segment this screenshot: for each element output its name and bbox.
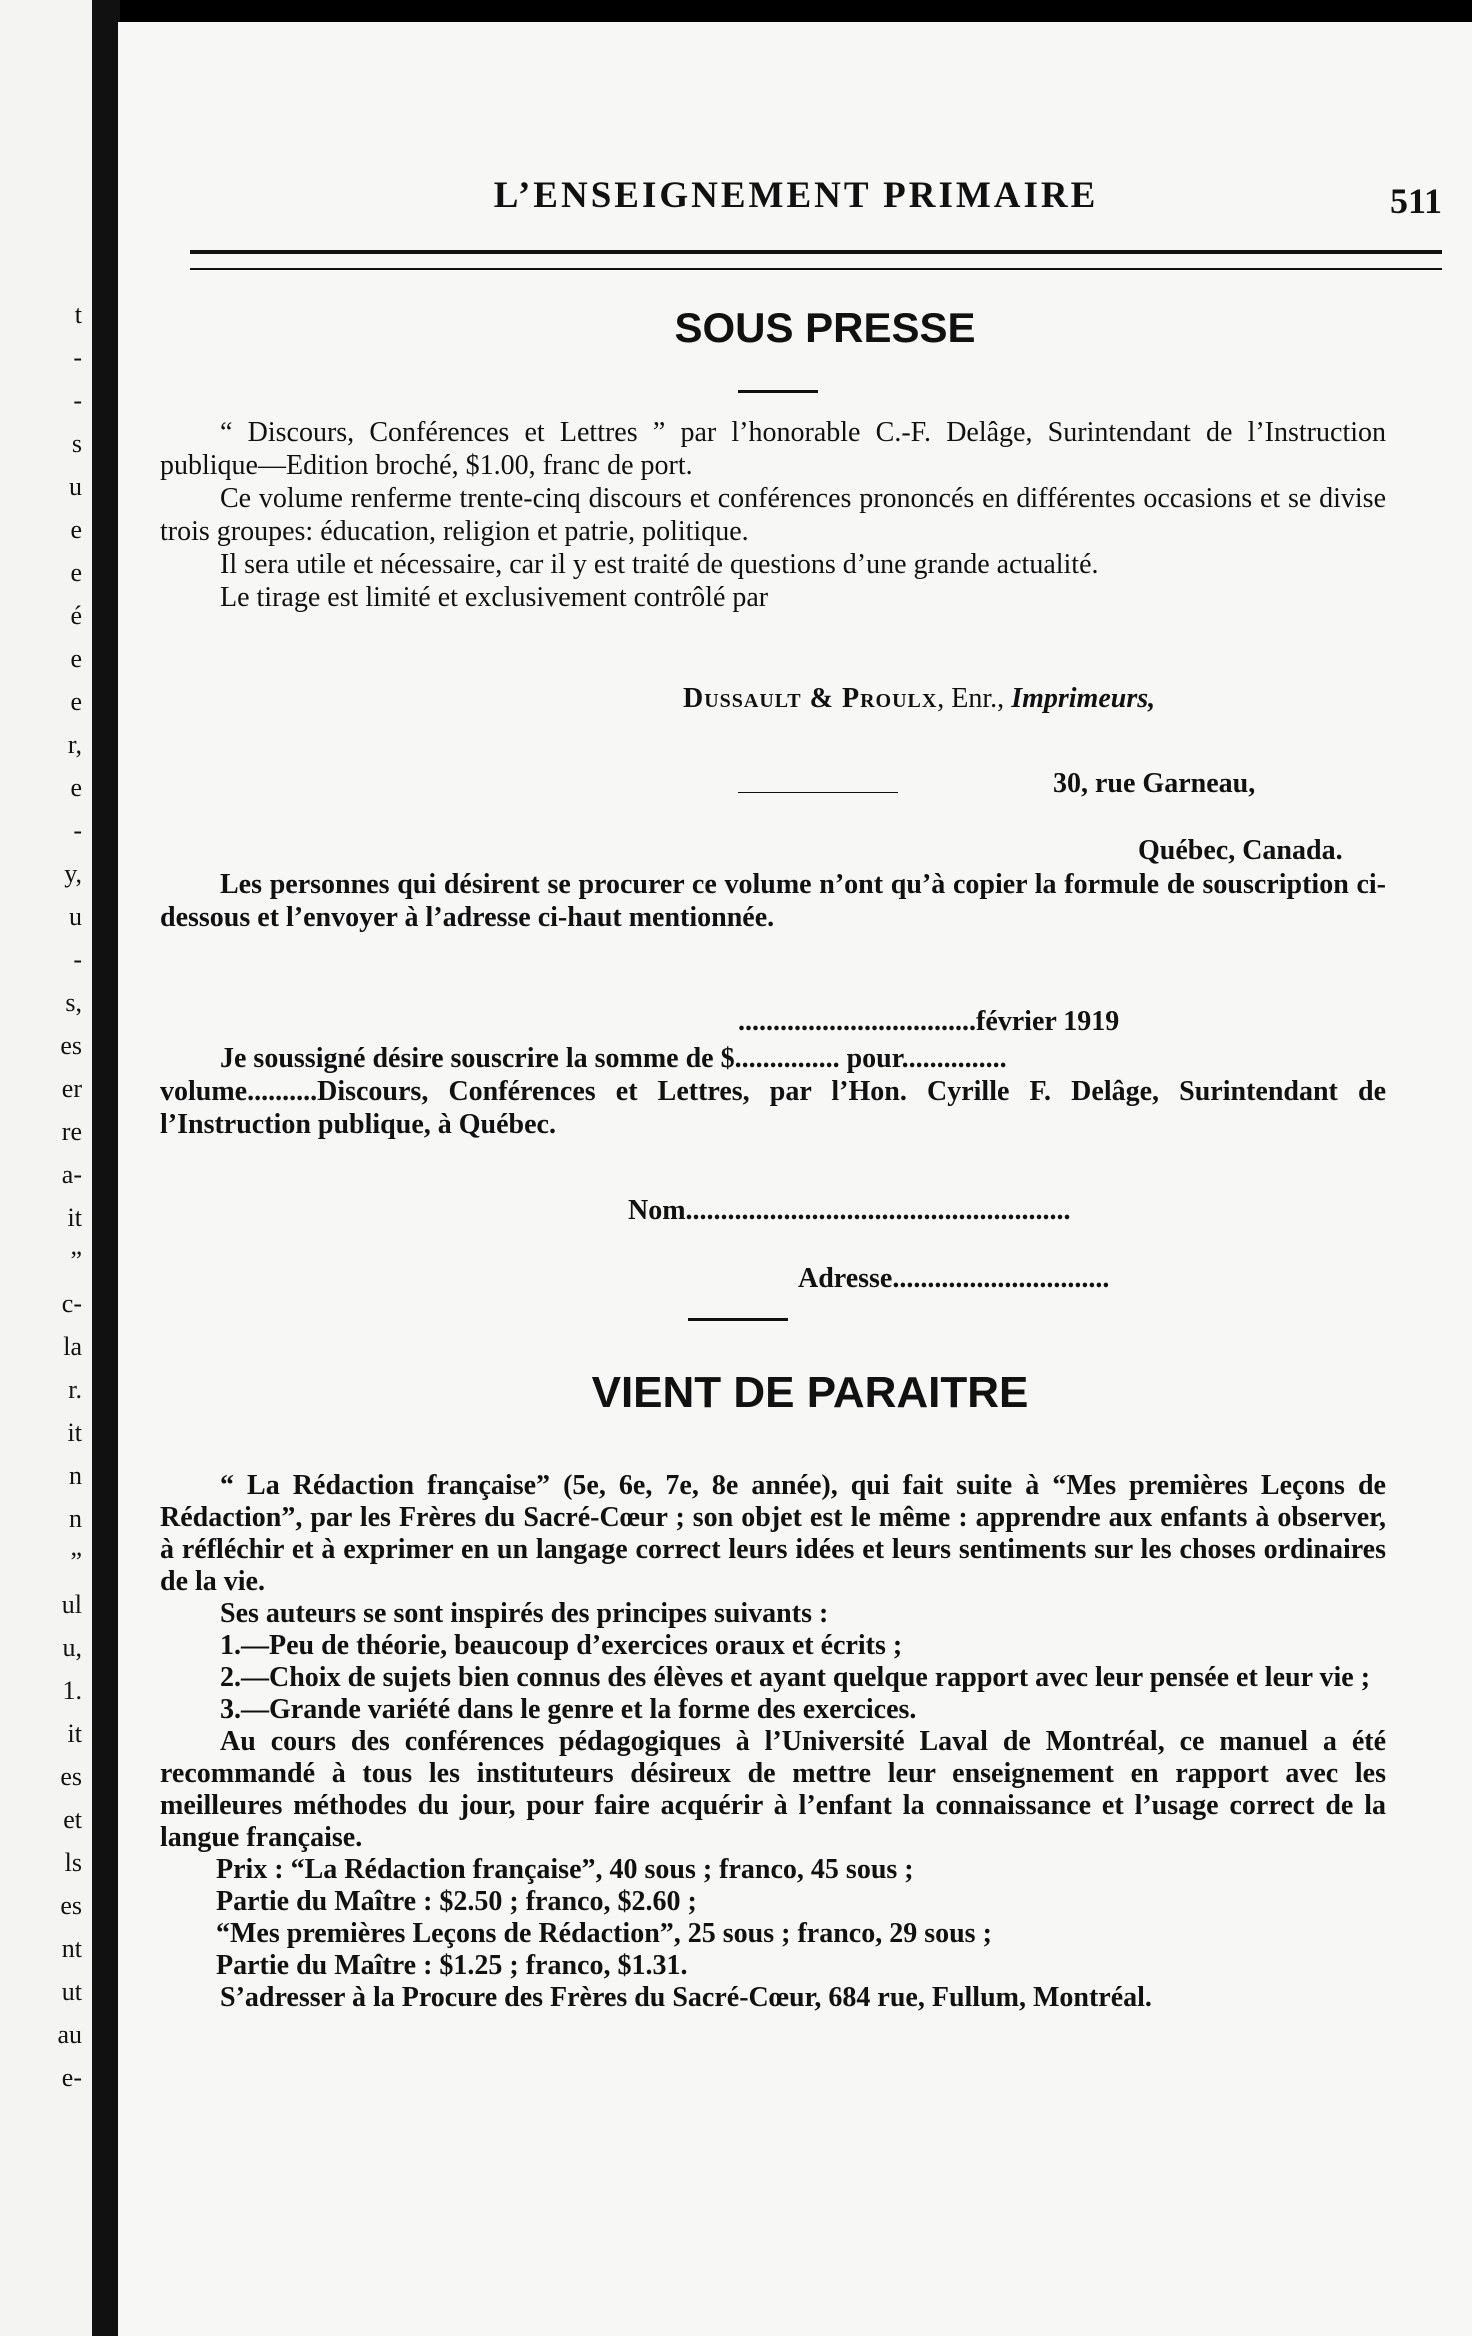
divider — [738, 792, 898, 793]
price-line: Partie du Maître : $2.50 ; franco, $2.60 ; — [216, 1886, 697, 1917]
publisher-suffix: , Enr., — [937, 683, 1012, 714]
adjacent-page-fragment: e — [70, 644, 82, 673]
principle-item: 3.—Grande variété dans le genre et la forme des exercices. — [220, 1694, 917, 1725]
adjacent-page-fragment: a- — [61, 1160, 82, 1189]
header-rule — [190, 250, 1442, 270]
section-heading-vient-de-paraitre: VIENT DE PARAITRE — [591, 1368, 1029, 1417]
adjacent-page-fragment: ut — [61, 1977, 82, 2006]
adjacent-page-fragment: es — [60, 1762, 82, 1791]
adjacent-page-fragment: r, — [67, 730, 82, 759]
address-field: Adresse............................... — [798, 1263, 1110, 1294]
adjacent-page-fragment: u, — [62, 1633, 82, 1662]
paragraph: Les personnes qui désirent se procurer ce volume n’ont qu’à copier la formule de souscription ci-dessous et l’envoyer à l’adresse ci-haut mentionnée. — [160, 869, 1386, 933]
adjacent-page-fragment: n — [69, 1461, 82, 1490]
form-date-field: ..................................février 1919 — [738, 1006, 1120, 1037]
paragraph: Ce volume renferme trente-cinq discours et conférences prononcés en différentes occasions et se divise trois groupes: éducation, religion et patrie, politique. — [160, 483, 1386, 547]
subscription-form — [160, 1042, 1386, 1141]
section-divider — [688, 1318, 788, 1321]
adjacent-page-fragment: é — [70, 601, 82, 630]
adjacent-page-fragment: e — [70, 773, 82, 802]
adjacent-page-fragment: e — [70, 687, 82, 716]
form-line: Je soussigné désire souscrire la somme de $............... pour............... — [220, 1043, 1007, 1074]
adjacent-page-fragment: u — [69, 472, 82, 501]
principle-item: 2.—Choix de sujets bien connus des élèves et ayant quelque rapport avec leur pensée et leur vie ; — [220, 1662, 1371, 1693]
paragraph: Le tirage est limité et exclusivement contrôlé par — [220, 582, 769, 613]
publisher-name: Dussault & Proulx — [683, 683, 938, 714]
page-number: 511 — [1389, 181, 1442, 221]
publisher-line — [683, 682, 1155, 715]
announcement-text — [160, 416, 1386, 614]
page-header — [190, 162, 1442, 232]
adjacent-page-fragment: n — [69, 1504, 82, 1533]
adjacent-page-fragment: r. — [68, 1375, 82, 1404]
adjacent-page-fragment: ” — [70, 1246, 82, 1275]
publisher-role: Imprimeurs, — [1011, 683, 1156, 714]
adjacent-page-fragment: e — [70, 515, 82, 544]
section-heading-sous-presse: SOUS PRESSE — [674, 304, 976, 351]
price-line: Prix : “La Rédaction française”, 40 sous ; franco, 45 sous ; — [216, 1854, 914, 1885]
adjacent-page-fragment: nt — [61, 1934, 82, 1963]
paragraph: Il sera utile et nécessaire, car il y est traité de questions d’une grande actualité. — [220, 549, 1099, 580]
name-field: Nom....................................................... — [628, 1195, 1071, 1226]
principle-item: 1.—Peu de théorie, beaucoup d’exercices oraux et écrits ; — [220, 1630, 903, 1661]
adjacent-page-fragment: it — [67, 1418, 82, 1447]
adjacent-page-fragment: la — [63, 1332, 82, 1361]
binding-shadow — [92, 0, 120, 2336]
document-page — [118, 22, 1472, 2336]
paragraph: Ses auteurs se sont inspirés des principes suivants : — [220, 1598, 829, 1629]
adjacent-page-fragment: - — [73, 386, 82, 415]
subscription-instructions — [160, 868, 1386, 934]
adjacent-page-fragment: c- — [61, 1289, 82, 1318]
adjacent-page-fragment: au — [57, 2020, 82, 2049]
adjacent-page-fragment: t — [74, 300, 82, 329]
adjacent-page-fragment: u — [69, 902, 82, 931]
adjacent-page-fragment: e- — [61, 2063, 82, 2092]
adjacent-page-fragment: 1. — [62, 1676, 82, 1705]
price-line: Partie du Maître : $1.25 ; franco, $1.31. — [216, 1950, 688, 1981]
price-line: “Mes premières Leçons de Rédaction”, 25 sous ; franco, 29 sous ; — [216, 1918, 992, 1949]
adjacent-page-fragment: es — [60, 1031, 82, 1060]
adjacent-page-fragment: y, — [64, 859, 82, 888]
adjacent-page-fragment: ” — [70, 1547, 82, 1576]
adjacent-page-fragment: e — [70, 558, 82, 587]
book-announcement — [160, 1470, 1386, 2014]
adjacent-page-fragment: s — [71, 429, 82, 458]
adjacent-page-fragment: s, — [65, 988, 82, 1017]
adjacent-page-fragment: - — [73, 945, 82, 974]
adjacent-page-fragment: - — [73, 343, 82, 372]
adjacent-page-fragment: it — [67, 1719, 82, 1748]
adjacent-page-fragment: ul — [61, 1590, 82, 1619]
heading-underline — [738, 390, 818, 393]
paragraph: “ Discours, Conférences et Lettres ” par l’honorable C.-F. Delâge, Surintendant de l’Instruction publique—Edition broché, $1.00, franc de port. — [160, 417, 1386, 481]
paragraph: Au cours des conférences pédagogiques à l’Université Laval de Montréal, ce manuel a été recommandé à tous les instituteurs désireux de mettre leur enseignement en rapport avec les meilleures méthodes du jour, pour faire acquérir à l’enfant la connaissance et l’usage correct de la langue française. — [160, 1726, 1386, 1853]
adjacent-page-fragment: er — [61, 1074, 82, 1103]
adjacent-page-fragment: - — [73, 816, 82, 845]
adjacent-page-fragment: it — [67, 1203, 82, 1232]
adjacent-page-fragment: re — [61, 1117, 82, 1146]
adjacent-page-edge — [0, 0, 92, 2336]
running-title: L’ENSEIGNEMENT PRIMAIRE — [493, 175, 1099, 216]
adjacent-page-fragment: et — [63, 1805, 82, 1834]
paragraph: “ La Rédaction française” (5e, 6e, 7e, 8e année), qui fait suite à “Mes premières Leçons de Rédaction”, par les Frères du Sacré-Cœur ; son objet est le même : apprendre aux enfants à observer, à réfléchir et à exprimer en un langage correct leurs idées et leurs sentiments sur les choses ordinaires de la vie. — [160, 1470, 1386, 1597]
adjacent-page-fragment: es — [60, 1891, 82, 1920]
publisher-city: Québec, Canada. — [1138, 835, 1343, 866]
form-line: volume..........Discours, Conférences et Lettres, par l’Hon. Cyrille F. Delâge, Surintendant de l’Instruction publique, à Québec. — [160, 1076, 1386, 1140]
adjacent-page-fragment: ls — [64, 1848, 82, 1877]
publisher-street: 30, rue Garneau, — [1053, 768, 1256, 799]
contact-line: S’adresser à la Procure des Frères du Sacré-Cœur, 684 rue, Fullum, Montréal. — [220, 1982, 1152, 2013]
